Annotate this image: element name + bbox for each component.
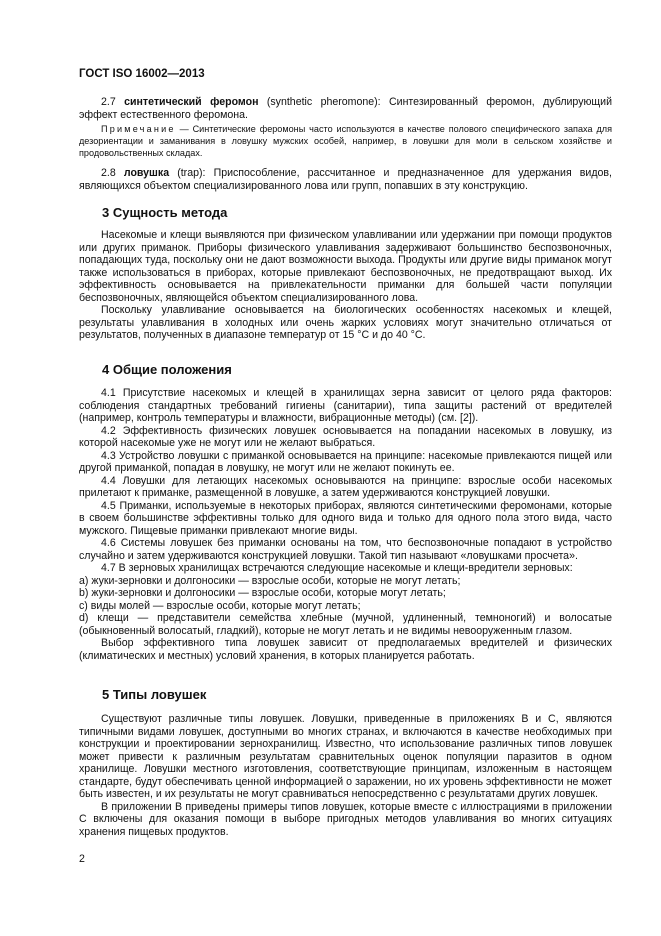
paragraph: Насекомые и клещи выявляются при физическом улавливании или удержании при помощи продуктов или других приманок. Приборы физического улавливания задерживают большинство беспозвоночных, попадающих туда, поскольку они не дают возможности выхода. Продукты или другие виды приманок могут также использоваться в приборах, которые привлекают беспозвоночных, не предотвращают выход. Их эффективность основывается на привлекательности приманки для большей части популяции беспозвоночных, являющейся объектом специализированного лова.: [79, 229, 612, 304]
definition-2-8: [79, 167, 612, 192]
clause-4-1: 4.1 Присутствие насекомых и клещей в хранилищах зерна зависит от целого ряда факторов: соблюдения стандартных требований гигиены (санитарии), типа защиты растений от вредителей (например, контроль температуры и влажности, вибрационные методы) (см. [2]).: [79, 387, 612, 424]
paragraph: Существуют различные типы ловушек. Ловушки, приведенные в приложениях В и С, являются типичными видами ловушек, доступными во многих странах, и включаются в качестве необходимых при конструкции и проектировании зернохранилищ. Известно, что использование различных типов ловушек может привести к различным результатам сравнительных оценок популяции паразитов в одном хранилище. Ловушки местного изготовления, соответствующие принципам, изложенным в настоящем стандарте, будут обеспечивать ценной информацией о заражении, но их уровень эффективности не может быть известен, и их результаты не могут сравниваться непосредственно с результатами других ловушек.: [79, 713, 612, 800]
definition-number: 2.7: [101, 96, 116, 108]
paragraph: Поскольку улавливание основывается на биологических особенностях насекомых и клещей, результаты улавливания в холодных или очень жарких условиях могут значительно отличаться от результатов, полученных в диапазоне температур от 15 °С и до 40 °С.: [79, 304, 612, 341]
definition-text: (synthetic pheromone): Синтезированный феромон, дублирующий эффект естественного феромона.: [79, 96, 612, 121]
section-5-body: [79, 713, 612, 838]
section-5-heading: 5 Типы ловушек: [102, 687, 207, 702]
list-item: c) виды молей — взрослые особи, которые могут летать;: [79, 599, 361, 612]
note: [79, 123, 612, 159]
definition-2-7: [79, 96, 612, 121]
clause-4-7: 4.7 В зерновых хранилищах встречаются следующие насекомые и клещи-вредители зерновых:: [101, 562, 573, 574]
definition-term: синтетический феромон: [124, 96, 259, 108]
paragraph: В приложении В приведены примеры типов ловушек, которые вместе с иллюстрациями в приложении С включены для оказания помощи в выборе пригодных методов улавливания во многих ситуациях хранения пищевых продуктов.: [79, 800, 612, 838]
list-item: d) клещи — представители семейства хлебные (мучной, удлиненный, темноногий) и волосатые (обыкновенный волосатый, гладкий), которые не могут летать и не видимы невооруженным глазом.: [79, 612, 612, 637]
clause-4-5: 4.5 Приманки, используемые в некоторых приборах, являются синтетическими феромонами, которые в своем большинстве эффективны только для одного вида и только для одного пола этого вида, часто мужского. Пищевые приманки привлекают многие виды.: [79, 499, 612, 537]
definition-text: (trap): Приспособление, рассчитанное и предназначенное для удержания видов, являющихся объектом специализированного лова или групп, попавших в эту конструкцию.: [79, 167, 612, 192]
section-4-heading: 4 Общие положения: [102, 362, 232, 377]
note-label: Примечание: [101, 124, 176, 134]
paragraph: Выбор эффективного типа ловушек зависит от предполагаемых вредителей и физических (климатических и местных) условий хранения, в которых планируется работать.: [79, 637, 612, 662]
definition-number: 2.8: [101, 167, 116, 179]
page-number: 2: [79, 853, 85, 865]
clause-4-3: 4.3 Устройство ловушки с приманкой основывается на принципе: насекомые привлекаются пищей или другой приманкой, попадая в ловушку, не могут или не желают покинуть ее.: [79, 449, 612, 474]
list-item: b) жуки-зерновки и долгоносики — взрослые особи, которые могут летать;: [79, 587, 446, 599]
section-4-body: [79, 387, 612, 662]
clause-4-6: 4.6 Системы ловушек без приманки основаны на том, что беспозвоночные попадают в устройство случайно и затем удерживаются конструкцией ловушки. Такой тип называют «ловушками просчета».: [79, 537, 612, 562]
list-item: а) жуки-зерновки и долгоносики — взрослые особи, которые не могут летать;: [79, 574, 461, 587]
section-3-body: [79, 229, 612, 342]
section-3-heading: 3 Сущность метода: [102, 205, 228, 220]
note-text: — Синтетические феромоны часто используются в качестве полового специфического запаха для дезориентации и заманивания в ловушку мужских особей, например, в ловушки для моли в сельском хозяйстве и продовольственных складах.: [79, 124, 612, 158]
document-header: ГОСТ ISO 16002—2013: [79, 68, 205, 80]
clause-4-2: 4.2 Эффективность физических ловушек основывается на попадании насекомых в ловушку, из которой насекомые уже не могут или не желают выбраться.: [79, 424, 612, 449]
clause-4-4: 4.4 Ловушки для летающих насекомых основываются на принципе: взрослые особи насекомых прилетают к приманке, размещенной в ловушке, а затем удерживаются конструкцией ловушки.: [79, 474, 612, 499]
definition-term: ловушка: [123, 167, 170, 179]
